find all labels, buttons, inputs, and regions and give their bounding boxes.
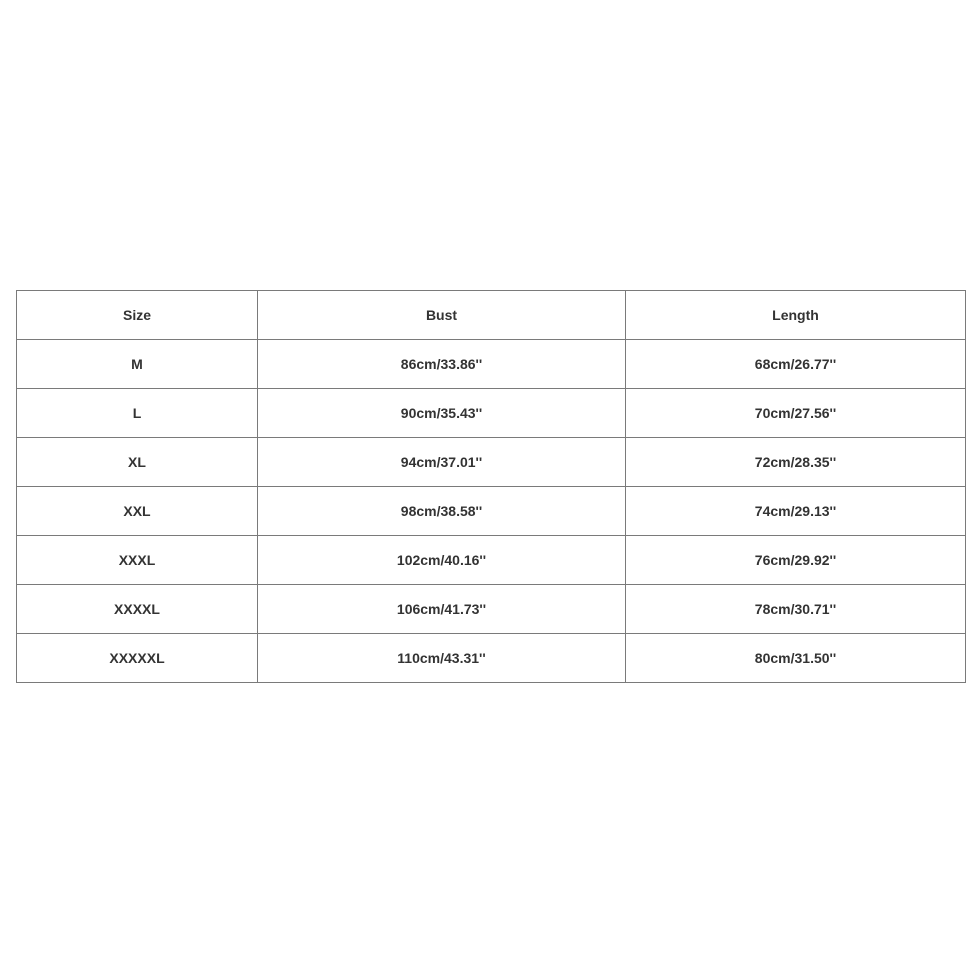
bust-cell: 90cm/35.43'': [258, 389, 626, 438]
bust-cell: 86cm/33.86'': [258, 340, 626, 389]
table-row: [17, 438, 966, 487]
table-row: [17, 340, 966, 389]
table-row: [17, 634, 966, 683]
header-bust: Bust: [258, 291, 626, 340]
bust-cell: 94cm/37.01'': [258, 438, 626, 487]
size-cell: L: [17, 389, 258, 438]
bust-cell: 106cm/41.73'': [258, 585, 626, 634]
bust-cell: 98cm/38.58'': [258, 487, 626, 536]
table-row: [17, 585, 966, 634]
table-body: [17, 340, 966, 683]
table-row: [17, 487, 966, 536]
size-cell: XXXL: [17, 536, 258, 585]
length-cell: 68cm/26.77'': [626, 340, 966, 389]
size-cell: XL: [17, 438, 258, 487]
length-cell: 80cm/31.50'': [626, 634, 966, 683]
table-row: [17, 536, 966, 585]
size-chart-table: [16, 290, 966, 683]
size-cell: XXXXXL: [17, 634, 258, 683]
size-cell: XXL: [17, 487, 258, 536]
header-size: Size: [17, 291, 258, 340]
size-cell: XXXXL: [17, 585, 258, 634]
bust-cell: 102cm/40.16'': [258, 536, 626, 585]
length-cell: 70cm/27.56'': [626, 389, 966, 438]
header-length: Length: [626, 291, 966, 340]
table-row: [17, 389, 966, 438]
table-header: [17, 291, 966, 340]
size-cell: M: [17, 340, 258, 389]
bust-cell: 110cm/43.31'': [258, 634, 626, 683]
length-cell: 74cm/29.13'': [626, 487, 966, 536]
length-cell: 76cm/29.92'': [626, 536, 966, 585]
header-row: [17, 291, 966, 340]
length-cell: 72cm/28.35'': [626, 438, 966, 487]
length-cell: 78cm/30.71'': [626, 585, 966, 634]
